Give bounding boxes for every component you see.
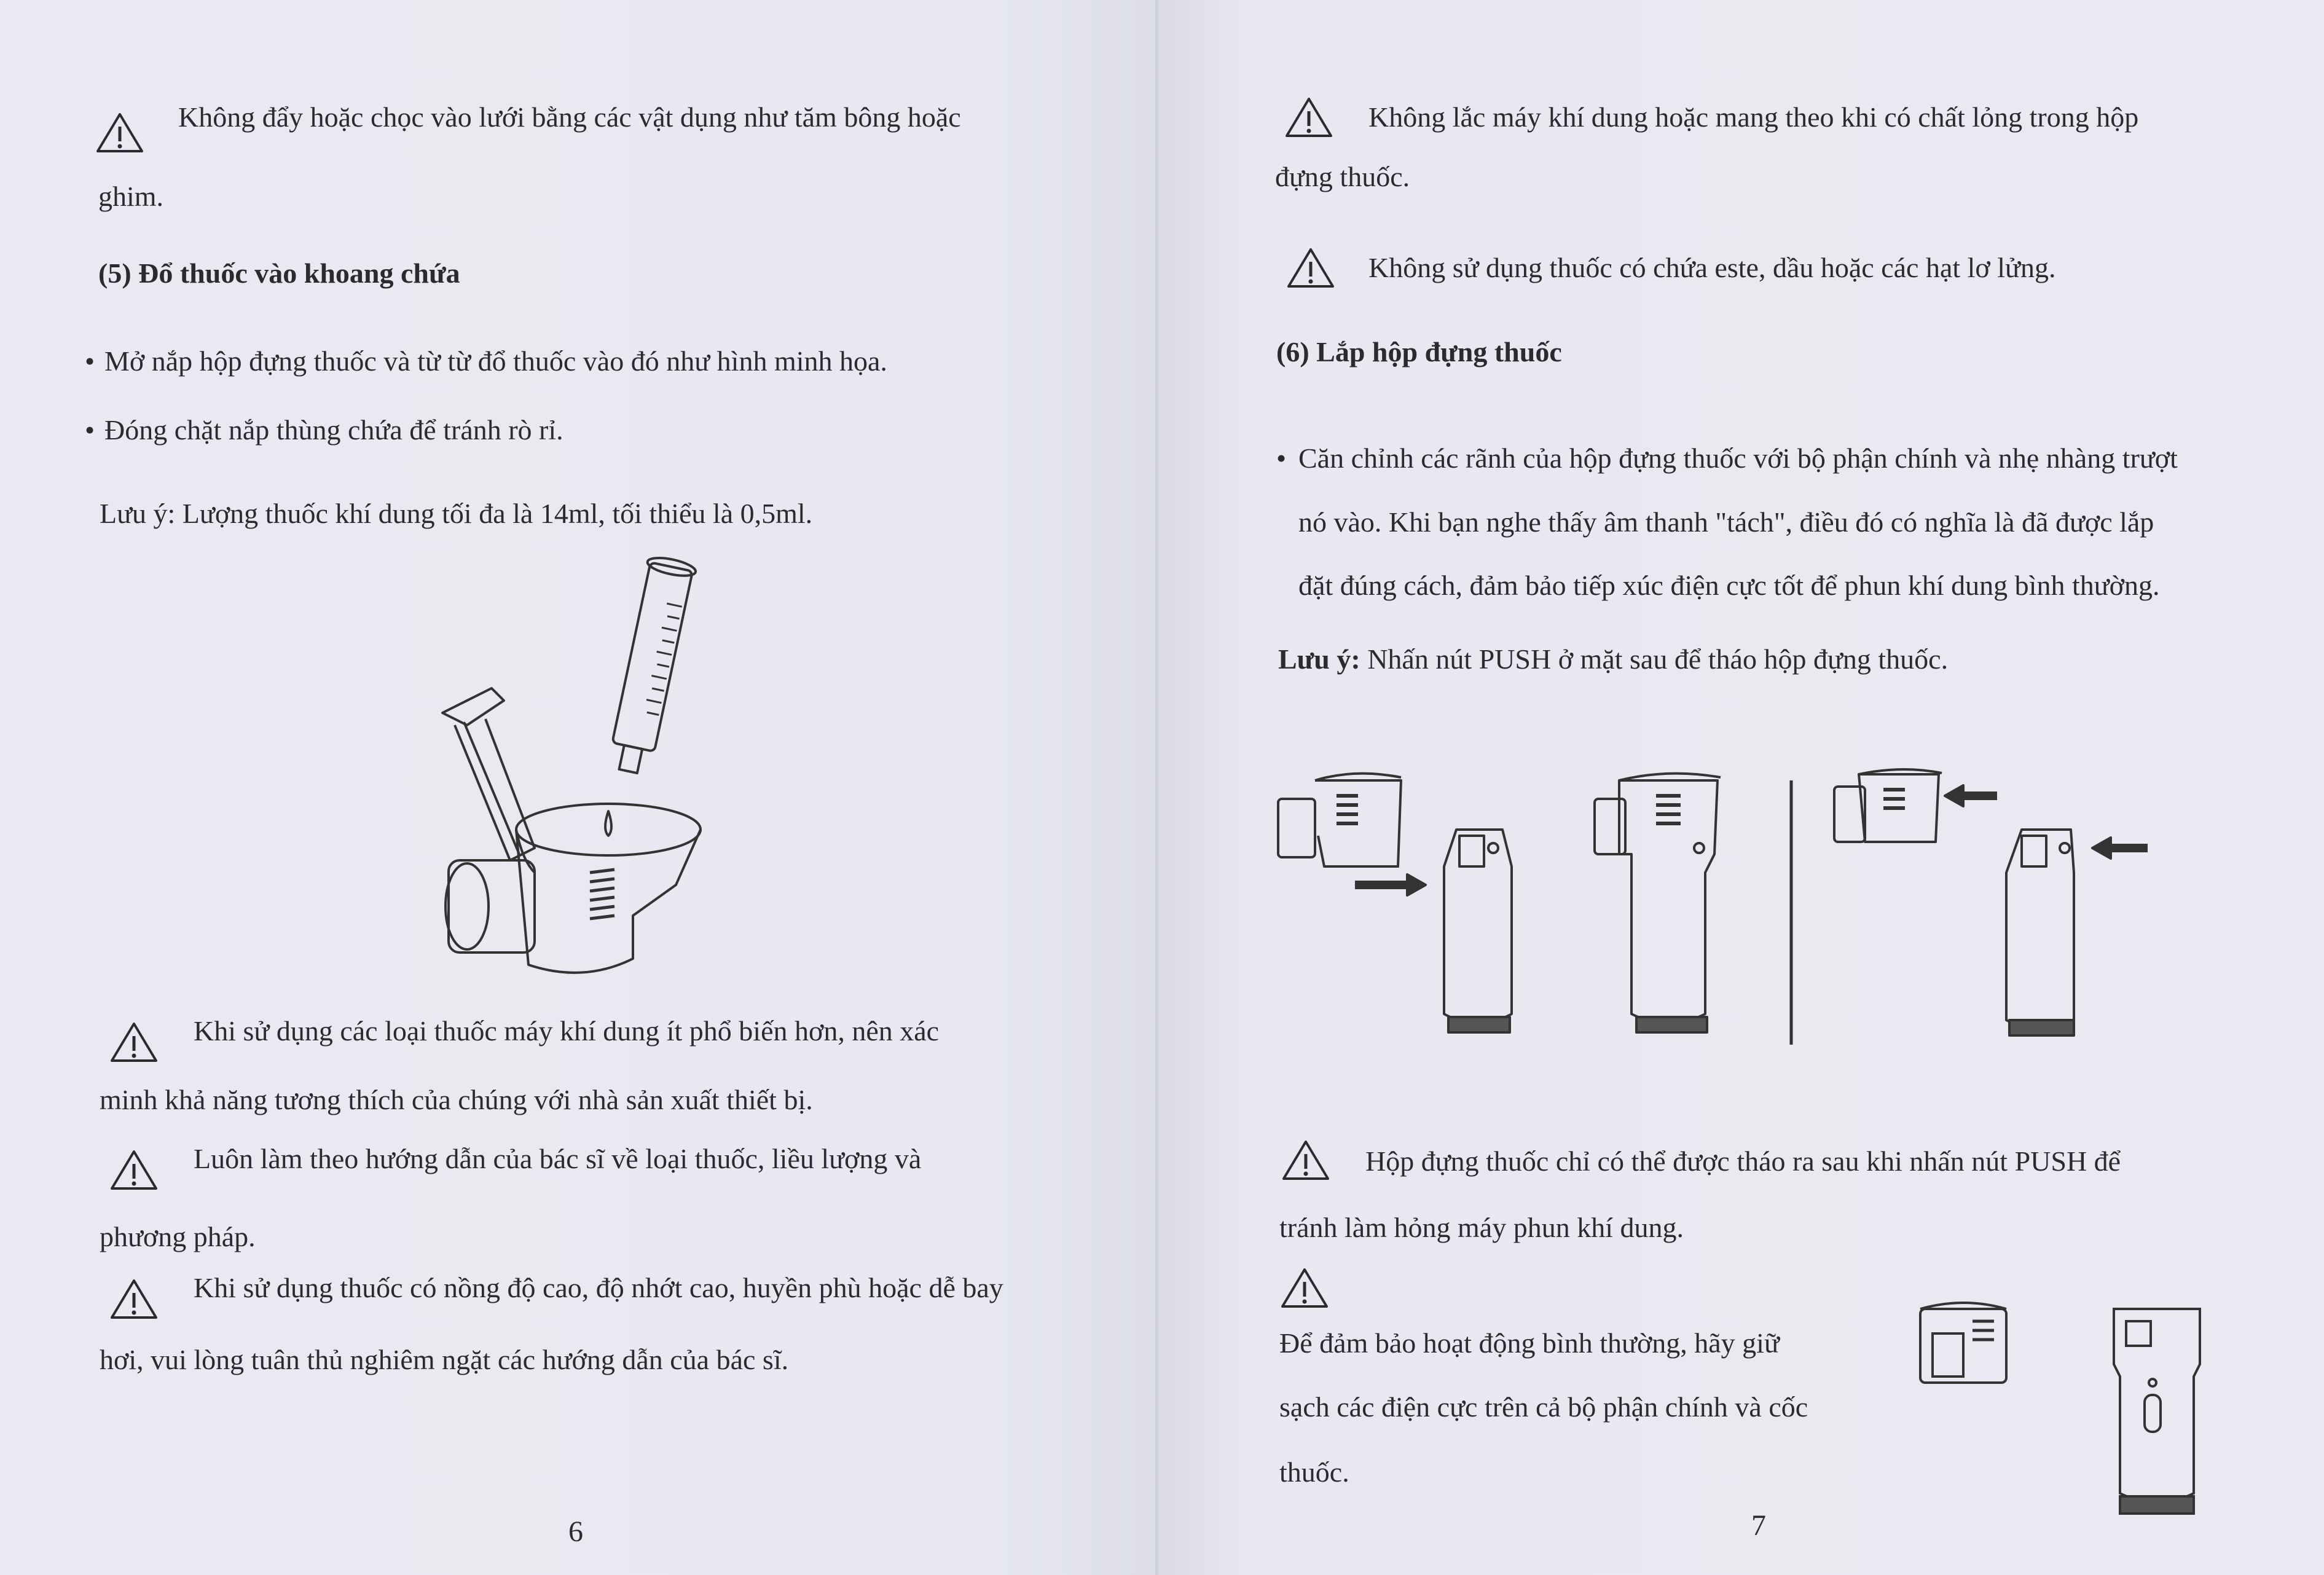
main-unit-illustration (2102, 1297, 2212, 1524)
warning-text: sạch các điện cực trên cả bộ phận chính và cốc (1279, 1391, 1808, 1423)
note-label: Lưu ý: (1278, 643, 1360, 675)
warning-triangle-icon (109, 1020, 159, 1063)
warning-text: Không đẩy hoặc chọc vào lưới bằng các vật dụng như tăm bông hoặc (178, 101, 961, 133)
warning-triangle-icon (109, 1148, 159, 1191)
page-number: 7 (1751, 1509, 1766, 1542)
note-body: Nhấn nút PUSH ở mặt sau để tháo hộp đựng thuốc. (1360, 643, 1949, 675)
right-page (1158, 0, 2324, 1575)
warning-triangle-icon (109, 1277, 159, 1320)
section-heading: (6) Lắp hộp đựng thuốc (1276, 336, 1562, 367)
warning-text: phương pháp. (100, 1221, 256, 1252)
warning-text: hơi, vui lòng tuân thủ nghiêm ngặt các hướng dẫn của bác sĩ. (100, 1344, 789, 1375)
warning-triangle-icon (1281, 1138, 1330, 1181)
bullet-item: nó vào. Khi bạn nghe thấy âm thanh "tách", điều đó có nghĩa là đã được lắp (1298, 506, 2154, 538)
warning-triangle-icon (95, 111, 144, 154)
warning-text: Khi sử dụng thuốc có nồng độ cao, độ nhớt cao, huyền phù hoặc dễ bay (194, 1272, 1003, 1303)
warning-text: thuốc. (1279, 1456, 1349, 1488)
warning-text: Hộp đựng thuốc chỉ có thể được tháo ra sau khi nhấn nút PUSH để (1365, 1145, 2121, 1177)
warning-text: Không lắc máy khí dung hoặc mang theo khi có chất lỏng trong hộp (1368, 101, 2139, 133)
warning-text: Để đảm bảo hoạt động bình thường, hãy giữ (1279, 1327, 1780, 1359)
warning-text: Khi sử dụng các loại thuốc máy khí dung ít phổ biến hơn, nên xác (194, 1015, 940, 1047)
bullet-item: đặt đúng cách, đảm bảo tiếp xúc điện cực tốt để phun khí dung bình thường. (1298, 570, 2160, 601)
warning-triangle-icon (1284, 95, 1333, 138)
note-text (1278, 642, 1948, 677)
bullet-icon: • (85, 414, 95, 446)
warning-text: minh khả năng tương thích của chúng với nhà sản xuất thiết bị. (100, 1084, 813, 1115)
warning-text: đựng thuốc. (1275, 161, 1410, 192)
cup-electrode-illustration (1914, 1297, 2019, 1401)
left-page (0, 0, 1158, 1575)
warning-text: Luôn làm theo hướng dẫn của bác sĩ về loại thuốc, liều lượng và (194, 1143, 922, 1174)
bullet-item: Mở nắp hộp đựng thuốc và từ từ đổ thuốc vào đó như hình minh họa. (104, 345, 887, 377)
warning-text: tránh làm hỏng máy phun khí dung. (1279, 1212, 1684, 1243)
warning-text: ghim. (98, 181, 164, 212)
bullet-icon: • (1276, 442, 1287, 474)
section-heading: (5) Đổ thuốc vào khoang chứa (98, 257, 460, 289)
warning-text: Không sử dụng thuốc có chứa este, dầu hoặc các hạt lơ lửng. (1368, 252, 2056, 283)
bullet-icon: • (85, 345, 95, 377)
pouring-medicine-illustration (430, 541, 713, 996)
bullet-item: Căn chỉnh các rãnh của hộp đựng thuốc với bộ phận chính và nhẹ nhàng trượt (1298, 442, 2178, 474)
warning-triangle-icon (1280, 1266, 1329, 1309)
bullet-item: Đóng chặt nắp thùng chứa để tránh rò rỉ. (104, 414, 563, 446)
attach-cup-illustration (1275, 762, 2172, 1051)
page-number: 6 (568, 1515, 583, 1548)
warning-triangle-icon (1286, 246, 1335, 289)
note-text: Lưu ý: Lượng thuốc khí dung tối đa là 14ml, tối thiểu là 0,5ml. (100, 498, 813, 529)
